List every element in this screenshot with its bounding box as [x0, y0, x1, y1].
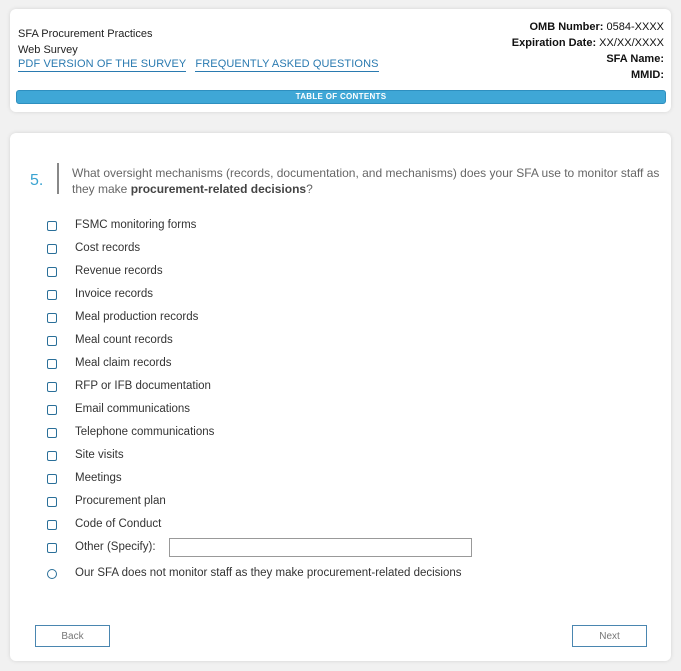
next-button[interactable]: Next: [572, 625, 647, 647]
survey-title-line1: SFA Procurement Practices: [18, 28, 153, 40]
checkbox[interactable]: [47, 244, 57, 254]
question-text: What oversight mechanisms (records, documentation, and mechanisms) does your SFA use to monitor staff as they make procurement-related decisions?: [72, 166, 660, 196]
omb-number: OMB Number: 0584-XXXX: [529, 21, 664, 33]
checkbox[interactable]: [47, 336, 57, 346]
checkbox[interactable]: [47, 313, 57, 323]
question-emphasis: procurement-related decisions: [130, 182, 307, 196]
checkbox[interactable]: [47, 359, 57, 369]
header-links: [18, 58, 385, 70]
checkbox[interactable]: [47, 520, 57, 530]
checkbox[interactable]: [47, 428, 57, 438]
checkbox[interactable]: [47, 474, 57, 484]
checkbox[interactable]: [47, 405, 57, 415]
expiration-date: Expiration Date: XX/XX/XXXX: [511, 37, 664, 49]
survey-title-line2: Web Survey: [18, 44, 78, 56]
survey-title: [18, 26, 153, 58]
pdf-version-link[interactable]: PDF VERSION OF THE SURVEY: [18, 58, 187, 70]
question-divider: [57, 163, 59, 194]
checkbox[interactable]: [47, 267, 57, 277]
faq-link[interactable]: FREQUENTLY ASKED QUESTIONS: [195, 58, 379, 70]
question-panel: 5. What oversight mechanisms (records, documentation, and mechanisms) does your SFA use to monitor staff as they make procurement-related decisions? FSMC monitoring forms Cost records Revenue records Invoice records Meal production records Meal count records Meal claim records RFP or IFB documentation Email communications Telephone communications Site visits Meetings Procurement plan Code of Conduct Other (Specify): Our SFA does not monitor staff as they make procurement-related decisions Back Next: [10, 133, 671, 661]
checkbox[interactable]: [47, 221, 57, 231]
checkbox[interactable]: [47, 497, 57, 507]
checkbox[interactable]: [47, 543, 57, 553]
question-number: 5.: [30, 172, 44, 189]
checkbox[interactable]: [47, 382, 57, 392]
sfa-name: SFA Name:: [606, 53, 664, 65]
other-specify-input[interactable]: [169, 538, 472, 557]
back-button[interactable]: Back: [35, 625, 110, 647]
table-of-contents-button[interactable]: TABLE OF CONTENTS: [16, 90, 666, 104]
checkbox[interactable]: [47, 290, 57, 300]
checkbox[interactable]: [47, 451, 57, 461]
survey-metadata: [512, 19, 664, 83]
survey-header: [10, 9, 671, 112]
mmid: MMID:: [631, 69, 664, 81]
radio-button[interactable]: [47, 569, 57, 579]
